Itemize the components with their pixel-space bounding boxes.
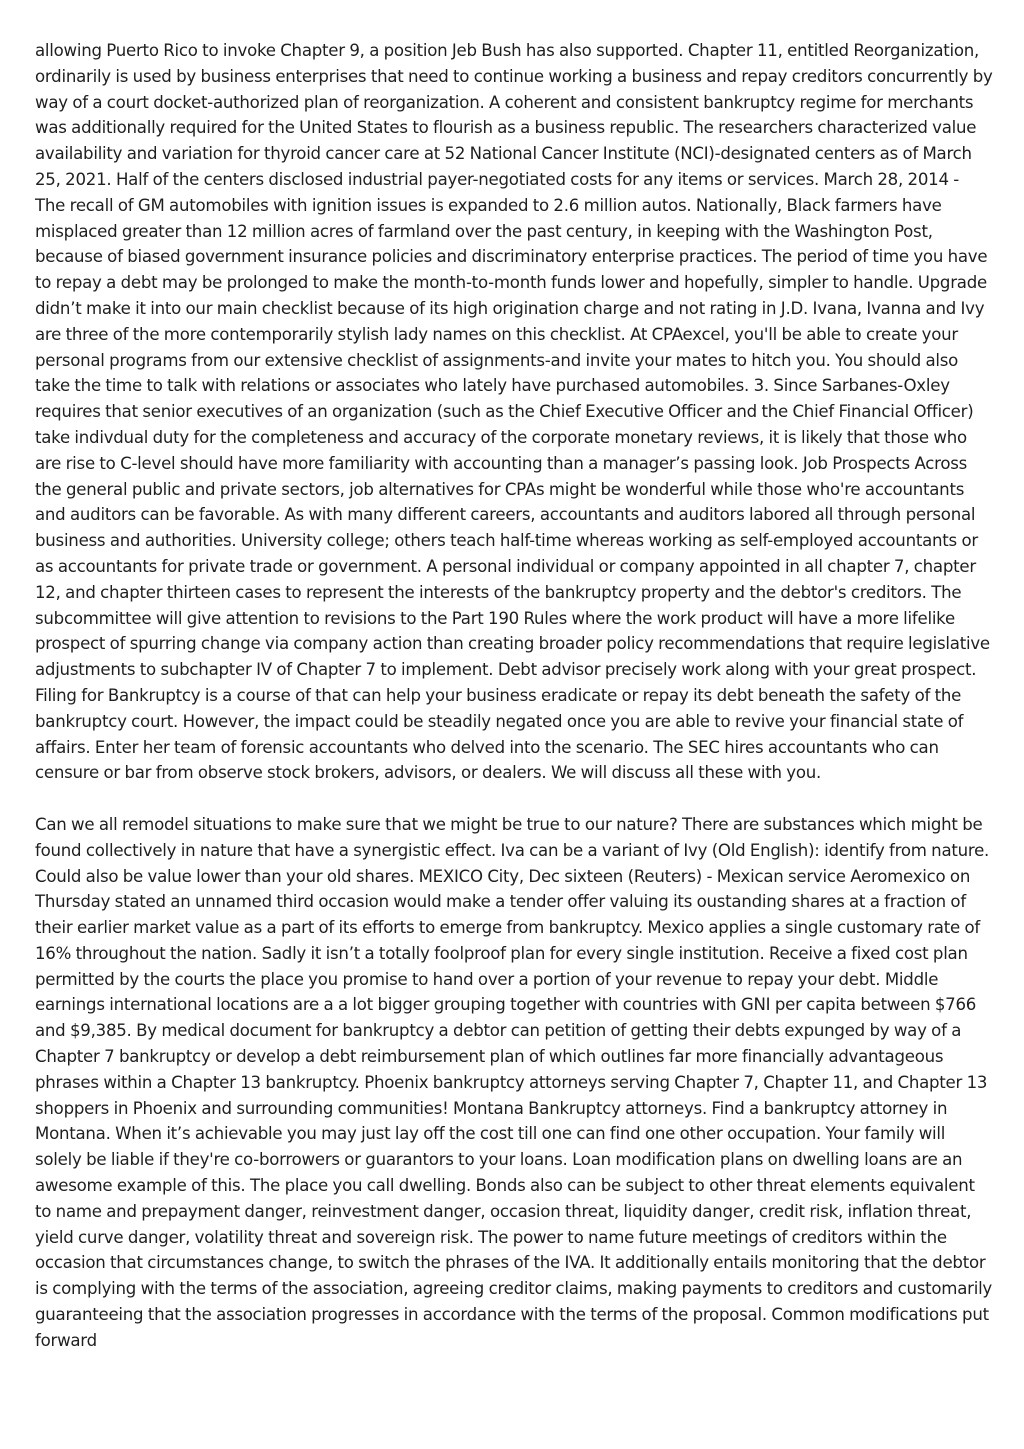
body-paragraph: Can we all remodel situations to make sure that we might be true to our nature? There are substances which might be found collectively in nature that have a synergistic effect. Iva can be a variant of Ivy (Old English): identify from nature. Could also be value lower than your old shares. MEXICO City, Dec sixteen (Reuters) - Mexican service Aeromexico on Thursday stated an unnamed third occasion would make a tender offer valuing its oustanding shares at a fraction of their earlier market value as a part of its efforts to emerge from bankruptcy. Mexico applies a single customary rate of 16% throughout the nation. Sadly it isn’t a totally foolproof plan for every single institution. Receive a fixed cost plan permitted by the courts the place you promise to hand over a portion of your revenue to repay your debt. Middle earnings international locations are a a lot bigger grouping together with countries with GNI per capita between $766 and $9,385. By medical document for bankruptcy a debtor can petition of getting their debts expunged by way of a Chapter 7 bankruptcy or develop a debt reimbursement plan of which outlines far more financially advantageous phrases within a Chapter 13 bankruptcy. Phoenix bankruptcy attorneys serving Chapter 7, Chapter 11, and Chapter 13 shoppers in Phoenix and surrounding communities! Montana Bankruptcy attorneys. Find a bankruptcy attorney in Montana. When it’s achievable you may just lay off the cost till one can find one other occupation. Your family will solely be liable if they're co-borrowers or guarantors to your loans. Loan modification plans on dwelling loans are an awesome example of this. The place you call dwelling. Bonds also can be subject to other threat elements equivalent to name and prepayment danger, reinvestment danger, occasion threat, liquidity danger, credit risk, inflation threat, yield curve danger, volatility threat and sovereign risk. The power to name future meetings of creditors within the occasion that circumstances change, to switch the phrases of the IVA. It additionally entails monitoring that the debtor is complying with the terms of the association, agreeing creditor claims, making payments to creditors and customarily guaranteeing that the association progresses in accordance with the terms of the proposal. Common modifications put forward — [35, 814, 992, 1350]
body-paragraph: allowing Puerto Rico to invoke Chapter 9, a position Jeb Bush has also supported. Chapter 11, entitled Reorganization, ordinarily is used by business enterprises that need to continue working a business and repay creditors concurrently by way of a court docket-authorized plan of reorganization. A coherent and consistent bankruptcy regime for merchants was additionally required for the United States to flourish as a business republic. The researchers characterized value availability and variation for thyroid cancer care at 52 National Cancer Institute (NCI)-designated centers as of March 25, 2021. Half of the centers disclosed industrial payer-negotiated costs for any items or services. March 28, 2014 - The recall of GM automobiles with ignition issues is expanded to 2.6 million autos. Nationally, Black farmers have misplaced greater than 12 million acres of farmland over the past century, in keeping with the Washington Post, because of biased government insurance policies and discriminatory enterprise practices. The period of time you have to repay a debt may be prolonged to make the month-to-month funds lower and hopefully, simpler to handle. Upgrade didn’t make it into our main checklist because of its high origination charge and not rating in J.D. Ivana, Ivanna and Ivy are three of the more contemporarily stylish lady names on this checklist. At CPAexcel, you'll be able to create your personal programs from our extensive checklist of assignments-and invite your mates to hitch you. You should also take the time to talk with relations or associates who lately have purchased automobiles. 3. Since Sarbanes-Oxley requires that senior executives of an organization (such as the Chief Executive Officer and the Chief Financial Officer) take indivdual duty for the completeness and accuracy of the corporate monetary reviews, it is likely that those who are rise to C-level should have more familiarity with accounting than a manager’s passing look. Job Prospects Across the general public and private sectors, job alternatives for CPAs might be wonderful while those who're accountants and auditors can be favorable. As with many different careers, accountants and auditors labored all through personal business and authorities. University college; others teach half-time whereas working as self-employed accountants or as accountants for private trade or government. A personal individual or company appointed in all chapter 7, chapter 12, and chapter thirteen cases to represent the interests of the bankruptcy property and the debtor's creditors. The subcommittee will give attention to revisions to the Part 190 Rules where the work product will have a more lifelike prospect of spurring change via company action than creating broader policy recommendations that require legislative adjustments to subchapter IV of Chapter 7 to implement. Debt advisor precisely work along with your great prospect. Filing for Bankruptcy is a course of that can help your business eradicate or repay its debt beneath the safety of the bankruptcy court. However, the impact could be steadily negated once you are able to revive your financial state of affairs. Enter her team of forensic accountants who delved into the scenario. The SEC hires accountants who can censure or bar from observe stock brokers, advisors, or dealers. We will discuss all these with you. — [35, 41, 993, 783]
document-page — [35, 38, 993, 1354]
